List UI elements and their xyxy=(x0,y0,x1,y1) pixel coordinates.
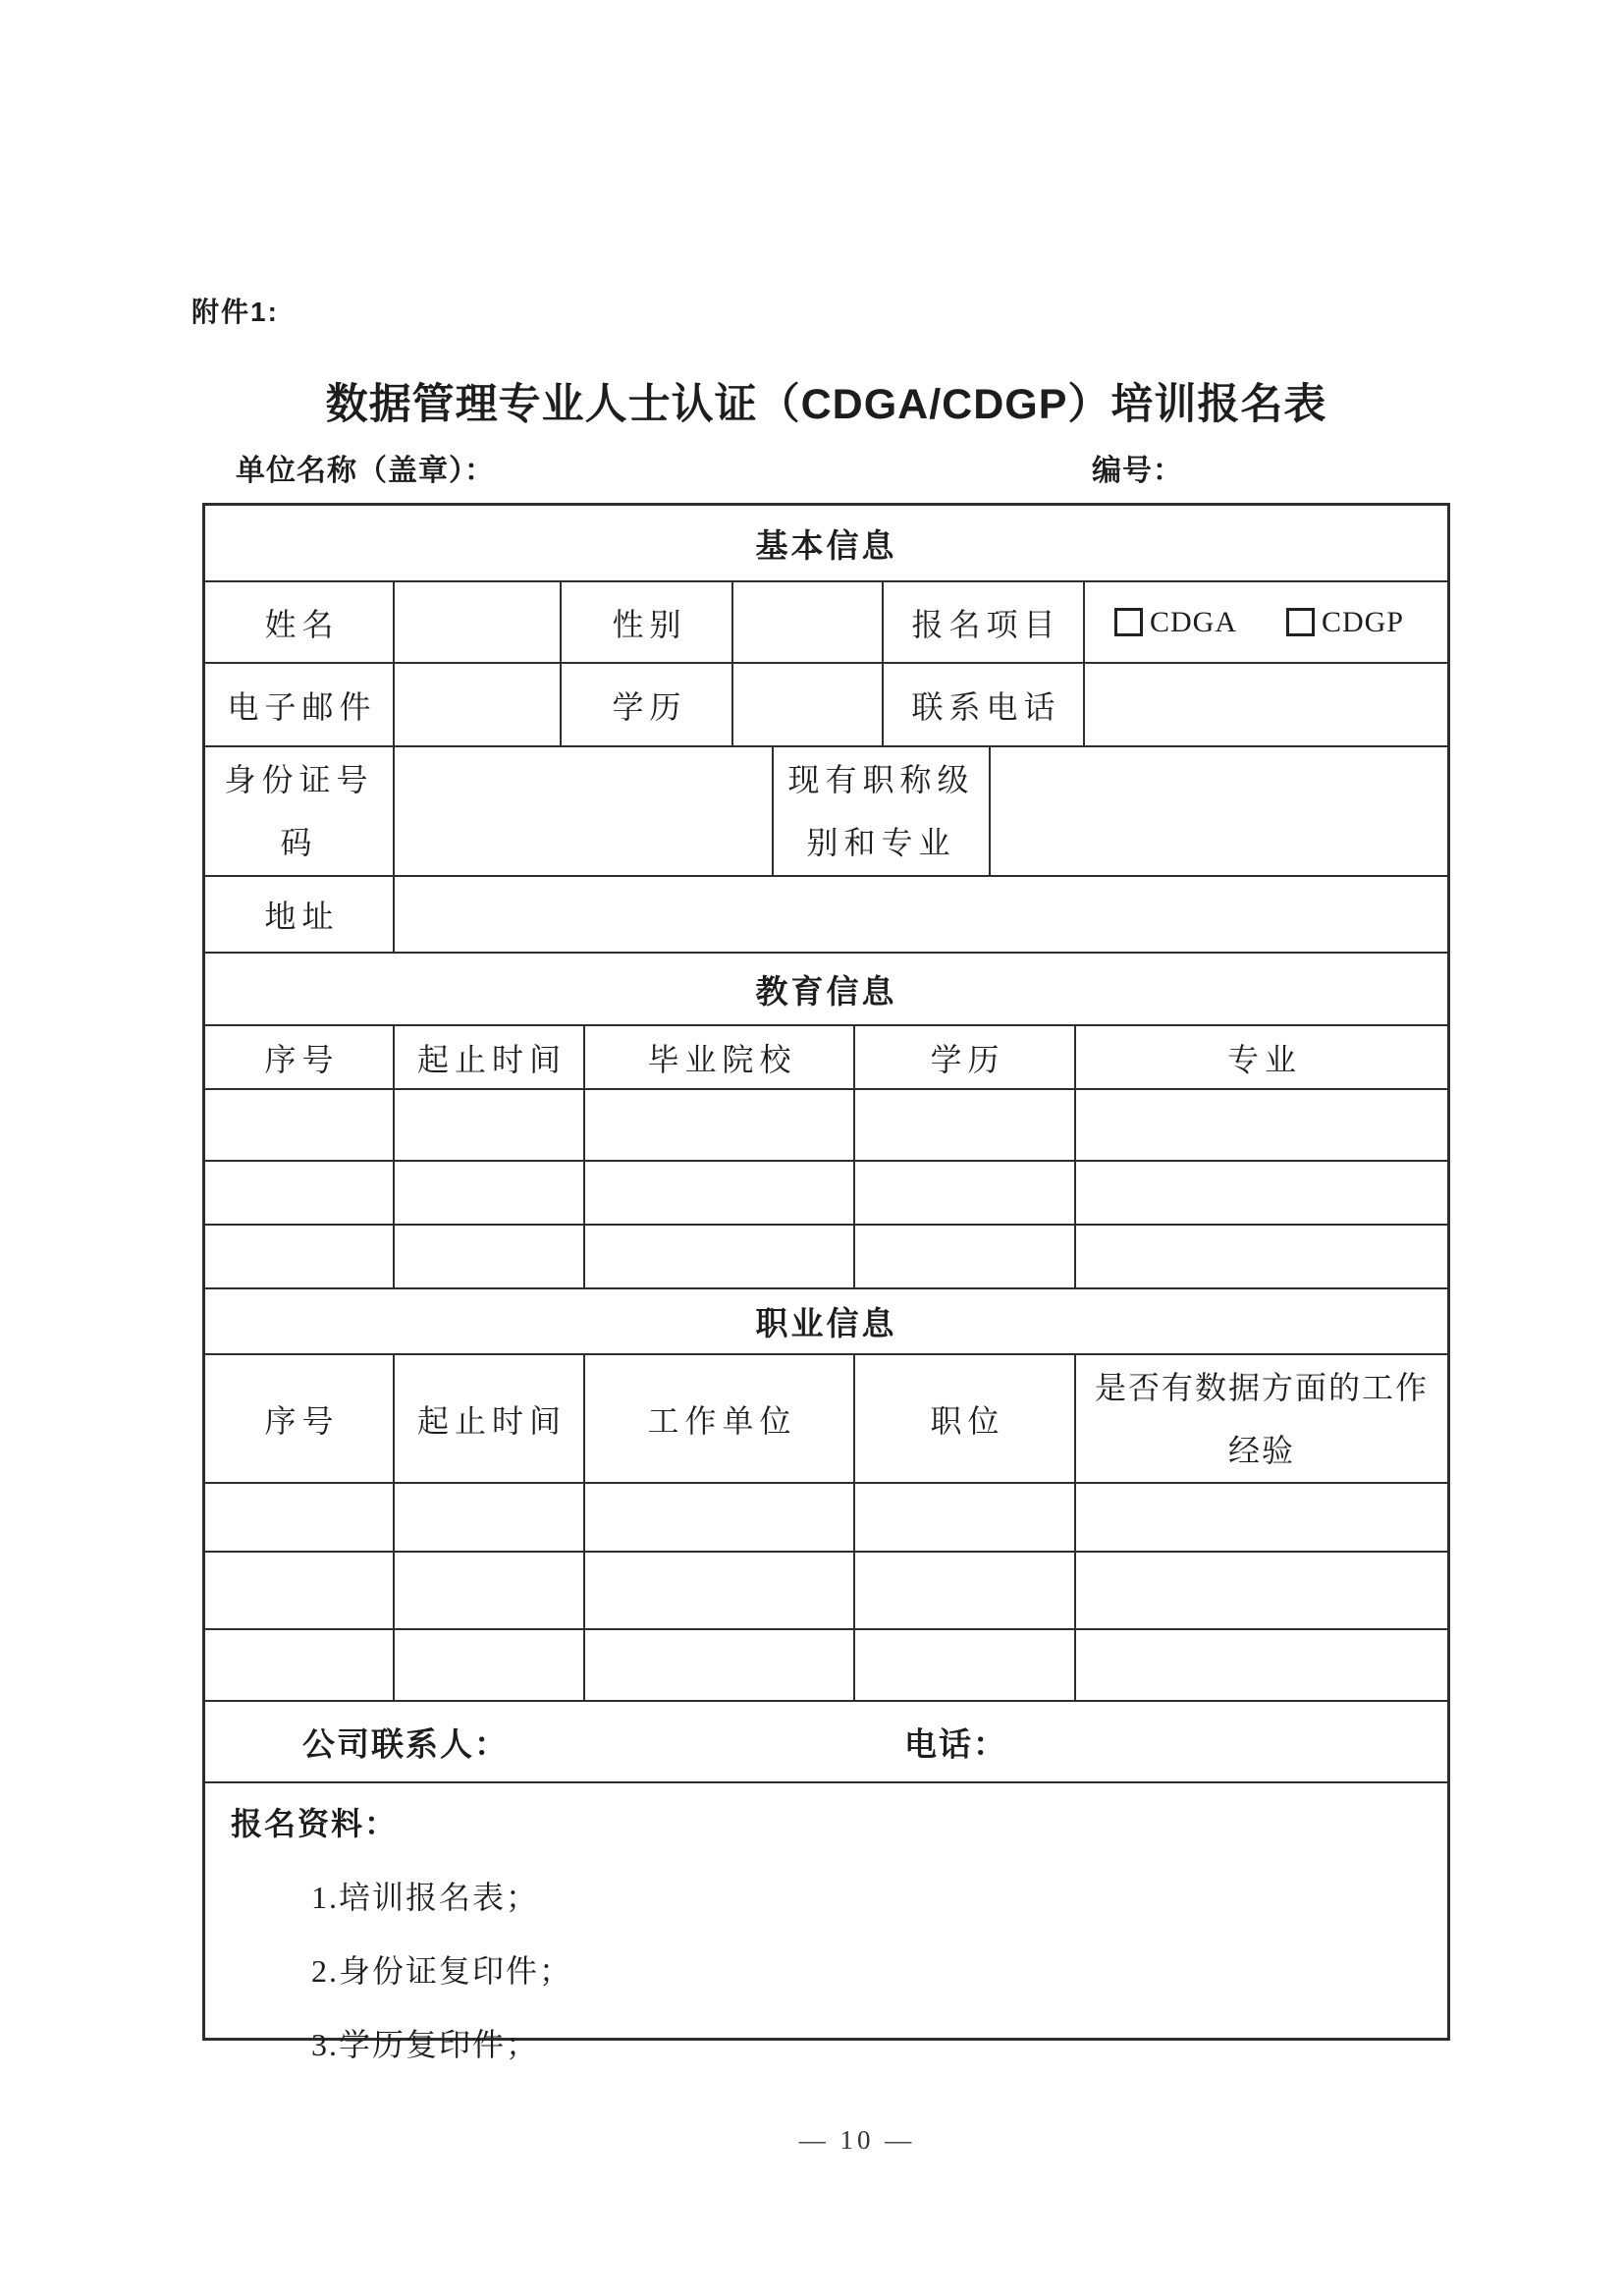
career-cell[interactable] xyxy=(855,1553,1076,1628)
basic-section-title: 基本信息 xyxy=(755,526,897,564)
email-label: 电子邮件 xyxy=(205,664,395,745)
email-input-cell[interactable] xyxy=(395,664,562,745)
gender-label: 性别 xyxy=(562,582,733,662)
career-col-employer: 工作单位 xyxy=(585,1355,855,1482)
company-contact-row xyxy=(205,1702,1447,1783)
edu-col-school: 毕业院校 xyxy=(585,1026,855,1088)
phone-label: 联系电话 xyxy=(884,664,1085,745)
table-row xyxy=(205,582,1447,664)
career-cell[interactable] xyxy=(1076,1484,1447,1551)
page-number: — 10 — xyxy=(798,2125,916,2155)
career-empty-row xyxy=(205,1630,1447,1702)
materials-label: 报名资料： xyxy=(231,1806,399,1841)
edu-col-degree: 学历 xyxy=(855,1026,1076,1088)
program-label: 报名项目 xyxy=(884,582,1085,662)
career-empty-row xyxy=(205,1553,1447,1630)
career-cell[interactable] xyxy=(395,1484,585,1551)
edu-cell[interactable] xyxy=(1076,1090,1447,1160)
education-empty-row xyxy=(205,1162,1447,1226)
edu-cell[interactable] xyxy=(585,1162,855,1224)
edu-col-index: 序号 xyxy=(205,1026,395,1088)
edu-cell[interactable] xyxy=(395,1226,585,1287)
edu-col-major: 专业 xyxy=(1226,1041,1302,1077)
career-section-title: 职业信息 xyxy=(755,1305,897,1341)
edu-cell[interactable] xyxy=(395,1162,585,1224)
edu-col-period: 起止时间 xyxy=(395,1026,585,1088)
career-cell[interactable] xyxy=(1076,1630,1447,1700)
page-title: 数据管理专业人士认证（CDGA/CDGP）培训报名表 xyxy=(325,381,1327,428)
career-col-index: 序号 xyxy=(205,1355,395,1482)
company-contact-cell[interactable] xyxy=(205,1702,1447,1781)
section-header-basic xyxy=(205,506,1447,582)
edu-cell[interactable] xyxy=(855,1226,1076,1287)
career-col-period: 起止时间 xyxy=(395,1355,585,1482)
materials-cell xyxy=(205,1783,1447,2062)
career-cell[interactable] xyxy=(855,1630,1076,1700)
materials-item-1: 1.培训报名表； xyxy=(311,1880,540,1915)
cdga-option[interactable] xyxy=(1114,606,1237,639)
company-contact-label: 公司联系人： xyxy=(302,1725,509,1762)
section-header-education xyxy=(205,954,1447,1026)
education-empty-row xyxy=(205,1226,1447,1289)
gender-input-cell[interactable] xyxy=(733,582,884,662)
table-row xyxy=(205,664,1447,747)
phone-input-cell[interactable] xyxy=(1085,664,1447,745)
materials-row xyxy=(205,1783,1447,2062)
edu-cell[interactable] xyxy=(205,1090,395,1160)
name-input-cell[interactable] xyxy=(395,582,562,662)
address-input-cell[interactable] xyxy=(395,877,1447,952)
edu-cell[interactable] xyxy=(855,1090,1076,1160)
degree-label: 学历 xyxy=(562,664,733,745)
career-cell[interactable] xyxy=(395,1553,585,1628)
edu-cell[interactable] xyxy=(855,1162,1076,1224)
cdgp-checkbox[interactable] xyxy=(1286,608,1315,636)
career-cell[interactable] xyxy=(855,1484,1076,1551)
title-level-label: 现有职称级别和专业 xyxy=(774,747,991,875)
cdga-checkbox[interactable] xyxy=(1114,608,1143,636)
title-level-input-cell[interactable] xyxy=(991,747,1447,875)
name-label: 姓名 xyxy=(205,582,395,662)
cdgp-option-label: CDGP xyxy=(1321,605,1404,638)
materials-item-2: 2.身份证复印件； xyxy=(311,1953,573,1989)
contact-phone-label: 电话： xyxy=(904,1725,1007,1762)
education-section-title: 教育信息 xyxy=(755,972,897,1010)
career-cell[interactable] xyxy=(585,1630,855,1700)
address-label: 地址 xyxy=(205,877,395,952)
edu-cell[interactable] xyxy=(395,1090,585,1160)
career-cell[interactable] xyxy=(205,1484,395,1551)
program-options-cell xyxy=(1085,582,1447,662)
career-cell[interactable] xyxy=(1076,1553,1447,1628)
table-row xyxy=(205,877,1447,954)
career-cell[interactable] xyxy=(205,1630,395,1700)
edu-cell[interactable] xyxy=(205,1162,395,1224)
cdgp-option[interactable] xyxy=(1286,606,1404,639)
id-number-label: 身份证号码 xyxy=(205,747,395,875)
career-cell[interactable] xyxy=(205,1553,395,1628)
number-label: 编号： xyxy=(1092,455,1183,487)
career-col-position: 职位 xyxy=(855,1355,1076,1482)
education-header-row xyxy=(205,1026,1447,1090)
table-row xyxy=(205,747,1447,877)
career-col-data-experience: 是否有数据方面的工作经验 xyxy=(1094,1369,1429,1468)
edu-cell[interactable] xyxy=(1076,1162,1447,1224)
career-cell[interactable] xyxy=(585,1484,855,1551)
education-empty-row xyxy=(205,1090,1447,1162)
career-cell[interactable] xyxy=(395,1630,585,1700)
cdga-option-label: CDGA xyxy=(1150,605,1238,638)
id-number-input-cell[interactable] xyxy=(395,747,774,875)
registration-form-table xyxy=(202,503,1450,2062)
section-header-career xyxy=(205,1289,1447,1355)
degree-input-cell[interactable] xyxy=(733,664,884,745)
career-header-row xyxy=(205,1355,1447,1484)
materials-item-3: 3.学历复印件； xyxy=(311,2027,540,2062)
attachment-label: 附件1: xyxy=(191,297,279,327)
career-cell[interactable] xyxy=(585,1553,855,1628)
edu-cell[interactable] xyxy=(205,1226,395,1287)
edu-cell[interactable] xyxy=(585,1090,855,1160)
edu-cell[interactable] xyxy=(1076,1226,1447,1287)
org-name-label: 单位名称（盖章）： xyxy=(236,455,495,487)
career-empty-row xyxy=(205,1484,1447,1553)
edu-cell[interactable] xyxy=(585,1226,855,1287)
